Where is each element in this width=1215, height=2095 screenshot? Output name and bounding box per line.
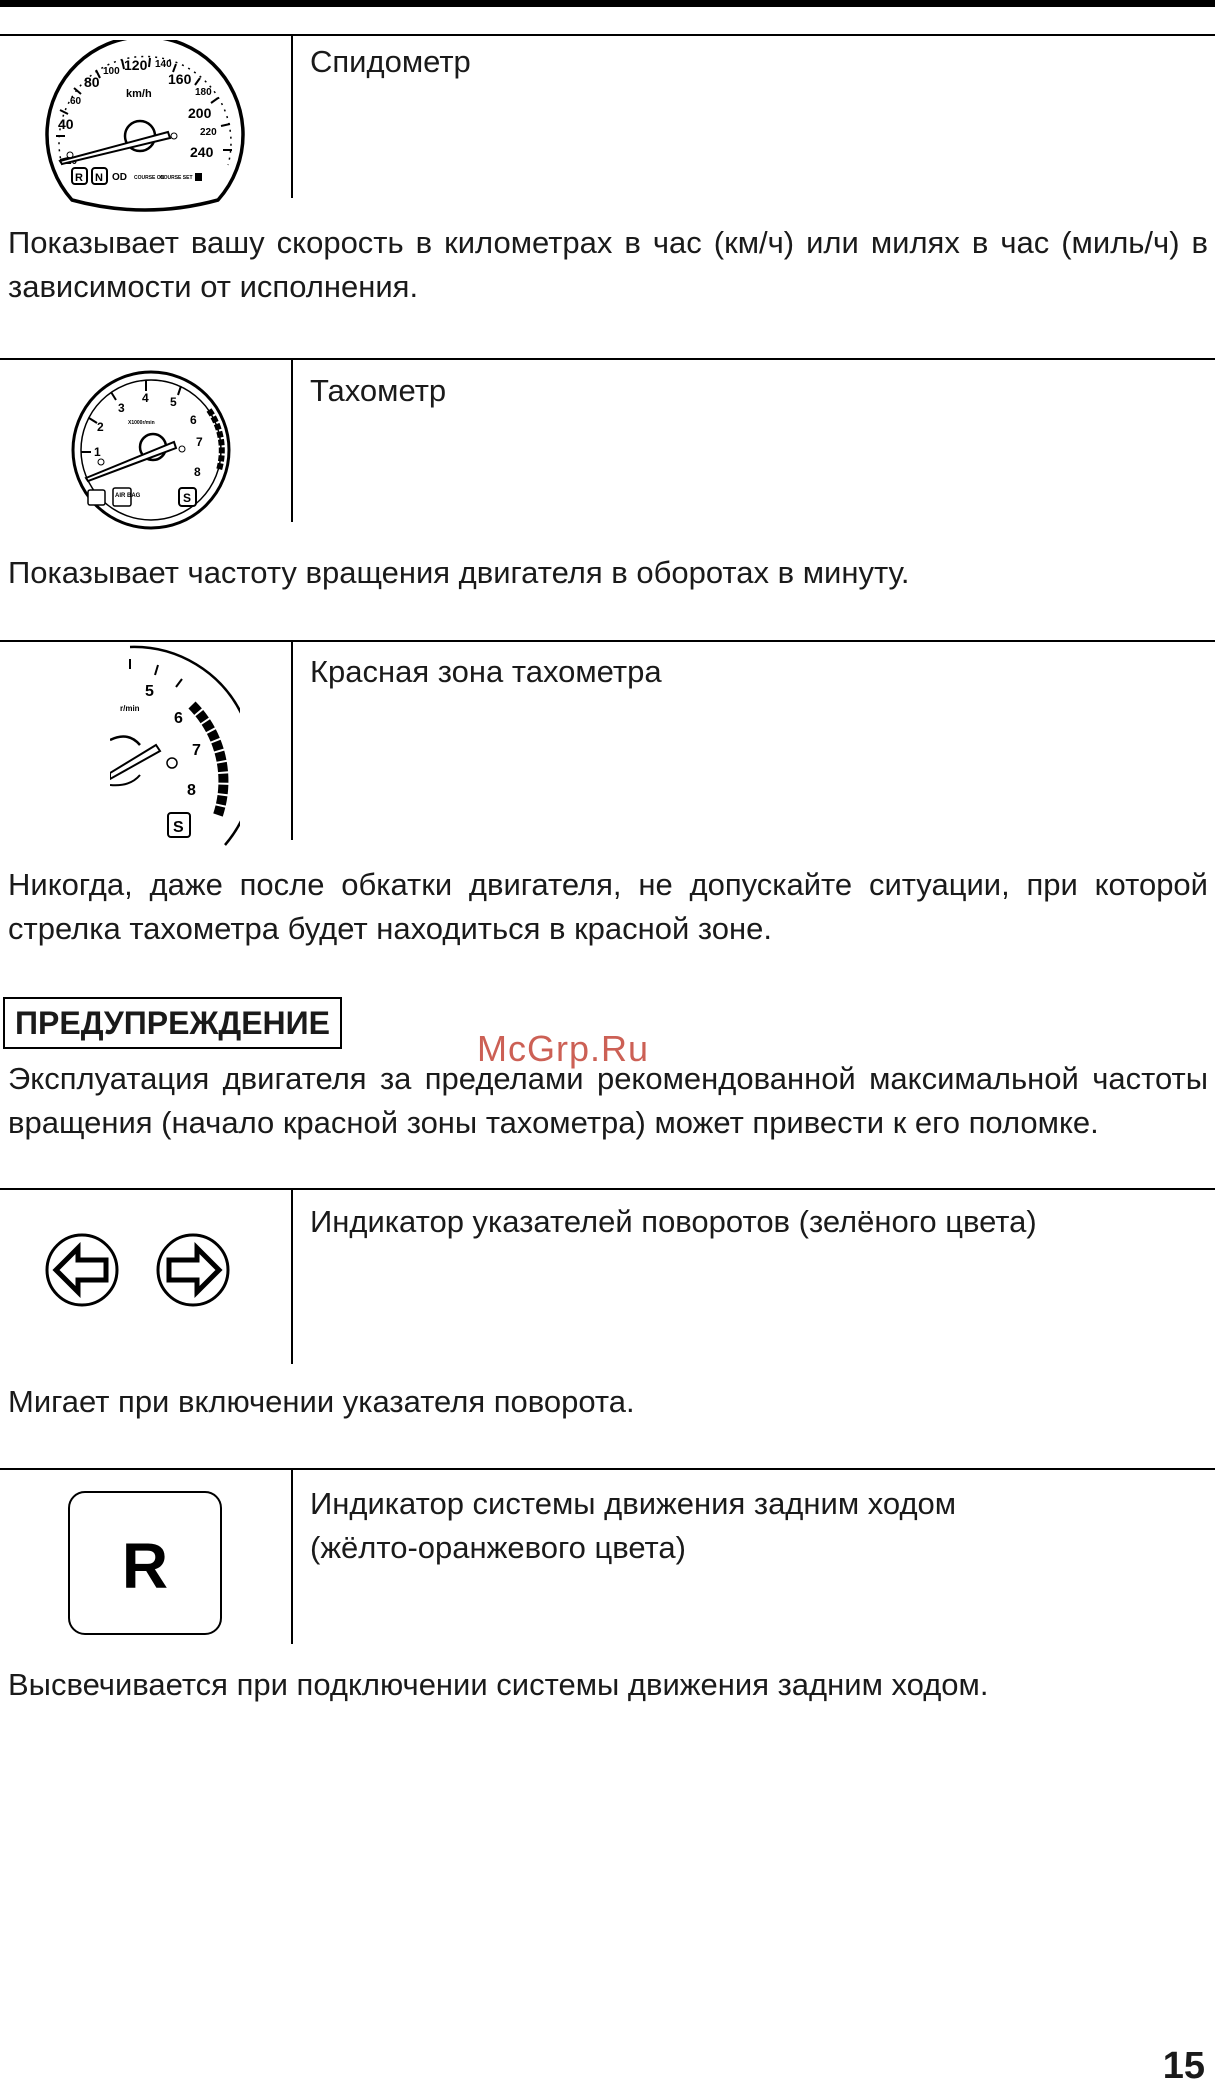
indicator-n-label: N: [95, 172, 103, 184]
column-divider: [291, 1188, 293, 1364]
speed-tick-label: 60: [70, 96, 82, 107]
speed-tick-label: 240: [190, 144, 214, 160]
rpm-tick-label: 5: [145, 683, 154, 700]
rpm-tick-label: 2: [97, 420, 104, 434]
s-indicator-label: S: [183, 491, 192, 505]
turn-signal-description: Мигает при включении указателя поворота.: [8, 1384, 635, 1419]
left-turn-signal-icon: [44, 1232, 120, 1308]
section-divider: [0, 640, 1215, 642]
section-divider: [0, 34, 1215, 36]
column-divider: [291, 358, 293, 522]
redzone-description: Никогда, даже после обкатки двигателя, не допускайте ситуации, при которой стрелка тахометра будет находиться в красной зоне.: [8, 867, 1208, 946]
rpm-tick-label: 6: [190, 413, 197, 427]
warning-text: Эксплуатация двигателя за пределами рекомендованной максимальной частоты вращения (начало красной зоны тахометра) может привести к его поломке.: [8, 1061, 1208, 1140]
reverse-indicator-letter: R: [121, 1530, 169, 1602]
speed-tick-label: 180: [195, 87, 212, 98]
indicator-r-label: R: [75, 172, 83, 184]
rpm-unit-label: r/min: [120, 704, 140, 713]
warning-title: ПРЕДУПРЕЖДЕНИЕ: [3, 997, 342, 1049]
indicator-course-on-label: COURSE ON: [134, 175, 165, 181]
redzone-label: Красная зона тахометра: [310, 654, 662, 689]
rpm-tick-label: 5: [170, 395, 177, 409]
speedometer-description: Показывает вашу скорость в километрах в час (км/ч) или милях в час (миль/ч) в зависимости от исполнения.: [8, 225, 1208, 304]
speed-tick-label: 140: [155, 59, 172, 70]
rpm-tick-label: 4: [142, 391, 149, 405]
reverse-indicator-description: Высвечивается при подключении системы движения задним ходом.: [8, 1667, 989, 1702]
right-turn-signal-icon: [155, 1232, 231, 1308]
turn-signal-label: Индикатор указателей поворотов (зелёного цвета): [310, 1204, 1037, 1239]
top-rule: [0, 0, 1215, 7]
section-divider: [0, 1188, 1215, 1190]
column-divider: [291, 34, 293, 198]
rpm-tick-label: 8: [194, 465, 201, 479]
speed-tick-label: 200: [188, 105, 212, 121]
reverse-indicator-label: Индикатор системы движения задним ходом (жёлто-оранжевого цвета): [310, 1486, 957, 1565]
speed-unit-label: km/h: [126, 88, 152, 100]
tachometer-redzone-icon: [110, 645, 240, 850]
column-divider: [291, 640, 293, 840]
rpm-tick-label: 7: [196, 435, 203, 449]
rpm-tick-label: 7: [192, 742, 201, 759]
speed-tick-label: 120: [124, 57, 148, 73]
section-divider: [0, 1468, 1215, 1470]
speed-tick-label: 100: [103, 66, 120, 77]
speed-tick-label: 220: [200, 127, 217, 138]
rpm-tick-label: 6: [174, 710, 183, 727]
indicator-od-label: OD: [112, 172, 127, 183]
airbag-indicator-label: AIR BAG: [115, 493, 141, 499]
section-divider: [0, 358, 1215, 360]
speed-tick-label: 40: [58, 116, 74, 132]
rpm-unit-label: X1000r/min: [128, 420, 155, 426]
page-number: 15: [1162, 2045, 1205, 2087]
indicator-course-set-label: COURSE SET: [160, 175, 193, 181]
speed-tick-label: 160: [168, 71, 192, 87]
speedometer-icon: [40, 40, 250, 215]
tachometer-description: Показывает частоту вращения двигателя в оборотах в минуту.: [8, 555, 910, 590]
speed-tick-label: 80: [84, 74, 100, 90]
reverse-indicator-icon: [67, 1490, 223, 1636]
rpm-tick-label: 3: [118, 401, 125, 415]
speedometer-label: Спидометр: [310, 44, 471, 79]
tachometer-label: Тахометр: [310, 373, 447, 408]
watermark: McGrp.Ru: [477, 1028, 650, 1069]
tachometer-icon: [66, 370, 236, 530]
column-divider: [291, 1468, 293, 1644]
rpm-tick-label: 8: [187, 782, 196, 799]
s-indicator-label: S: [173, 819, 184, 836]
rpm-tick-label: 1: [94, 445, 101, 459]
